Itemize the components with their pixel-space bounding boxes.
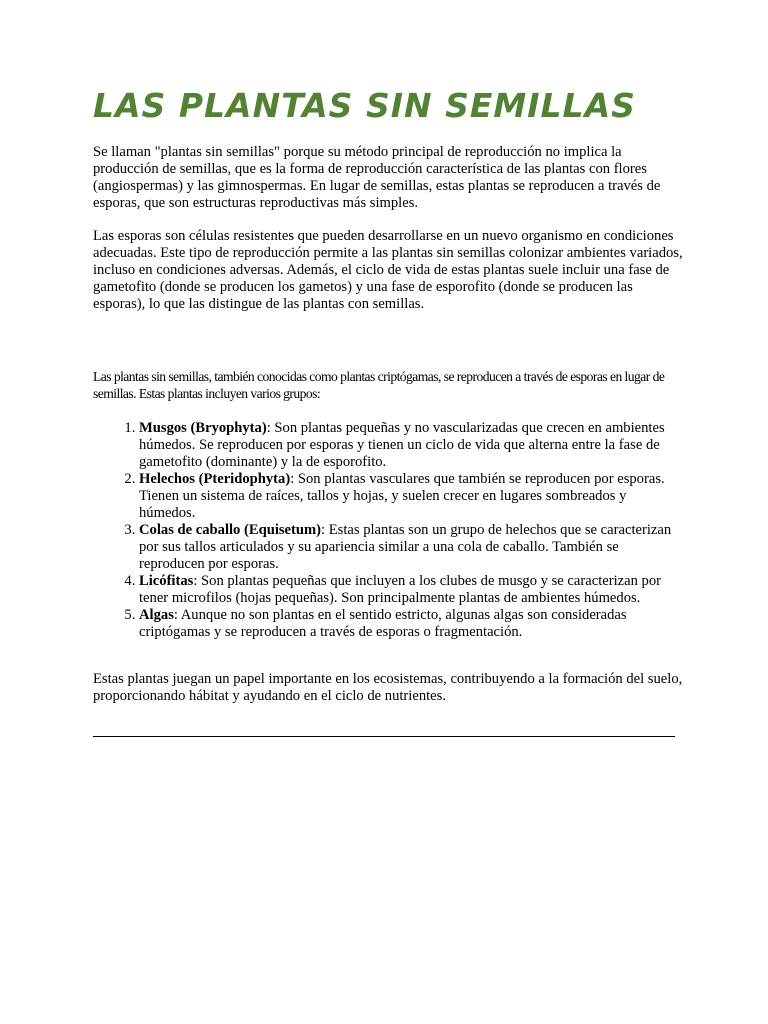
- group-term: Colas de caballo (Equisetum): [139, 522, 322, 538]
- groups-intro-paragraph: Las plantas sin semillas, también conocidas como plantas criptógamas, se reproducen a través de esporas en lugar de semillas. Estas plantas incluyen varios grupos:: [93, 369, 665, 401]
- group-description: : Son plantas pequeñas que incluyen a los clubes de musgo y se caracterizan por tener microfilos (hojas pequeñas). Son principalmente plantas de ambientes húmedos.: [139, 573, 661, 606]
- group-term: Helechos (Pteridophyta): [139, 471, 291, 487]
- list-item: [139, 471, 675, 522]
- spores-paragraph: Las esporas son células resistentes que pueden desarrollarse en un nuevo organismo en condiciones adecuadas. Este tipo de reproducción permite a las plantas sin semillas colonizar ambientes variados, incluso en condiciones adversas. Además, el ciclo de vida de estas plantas suele incluir una fase de gametofito (donde se producen los gametos) y una fase de esporofito (donde se producen las esporas), lo que las distingue de las plantas con semillas.: [93, 228, 683, 312]
- group-description: : Son plantas pequeñas y no vascularizadas que crecen en ambientes húmedos. Se reproducen por esporas y tienen un ciclo de vida que alterna entre la fase de gametofito (dominante) y la de esporofito.: [139, 420, 665, 470]
- closing-paragraph: Estas plantas juegan un papel importante en los ecosistemas, contribuyendo a la formación del suelo, proporcionando hábitat y ayudando en el ciclo de nutrientes.: [93, 671, 683, 704]
- page-title: LAS PLANTAS SIN SEMILLAS: [93, 86, 636, 125]
- group-term: Algas: [139, 607, 174, 623]
- group-term: Licófitas: [139, 573, 194, 589]
- plant-groups-list: [93, 420, 675, 641]
- group-term: Musgos (Bryophyta): [139, 420, 267, 436]
- horizontal-rule: [93, 736, 675, 737]
- group-description: : Son plantas vasculares que también se reproducen por esporas. Tienen un sistema de raíces, tallos y hojas, y suelen crecer en lugares sombreados y húmedos.: [139, 471, 665, 521]
- list-item: [139, 420, 675, 471]
- list-item: [139, 607, 675, 641]
- intro-paragraph: Se llaman "plantas sin semillas" porque su método principal de reproducción no implica la producción de semillas, que es la forma de reproducción característica de las plantas con flores (angiospermas) y las gimnospermas. En lugar de semillas, estas plantas se reproducen a través de esporas, que son estructuras reproductivas más simples.: [93, 144, 661, 211]
- list-item: [139, 573, 675, 607]
- list-item: [139, 522, 675, 573]
- group-description: : Aunque no son plantas en el sentido estricto, algunas algas son consideradas criptógamas y se reproducen a través de esporas o fragmentación.: [139, 607, 627, 640]
- group-description: : Estas plantas son un grupo de helechos que se caracterizan por sus tallos articulados y su apariencia similar a una cola de caballo. También se reproducen por esporas.: [139, 522, 672, 572]
